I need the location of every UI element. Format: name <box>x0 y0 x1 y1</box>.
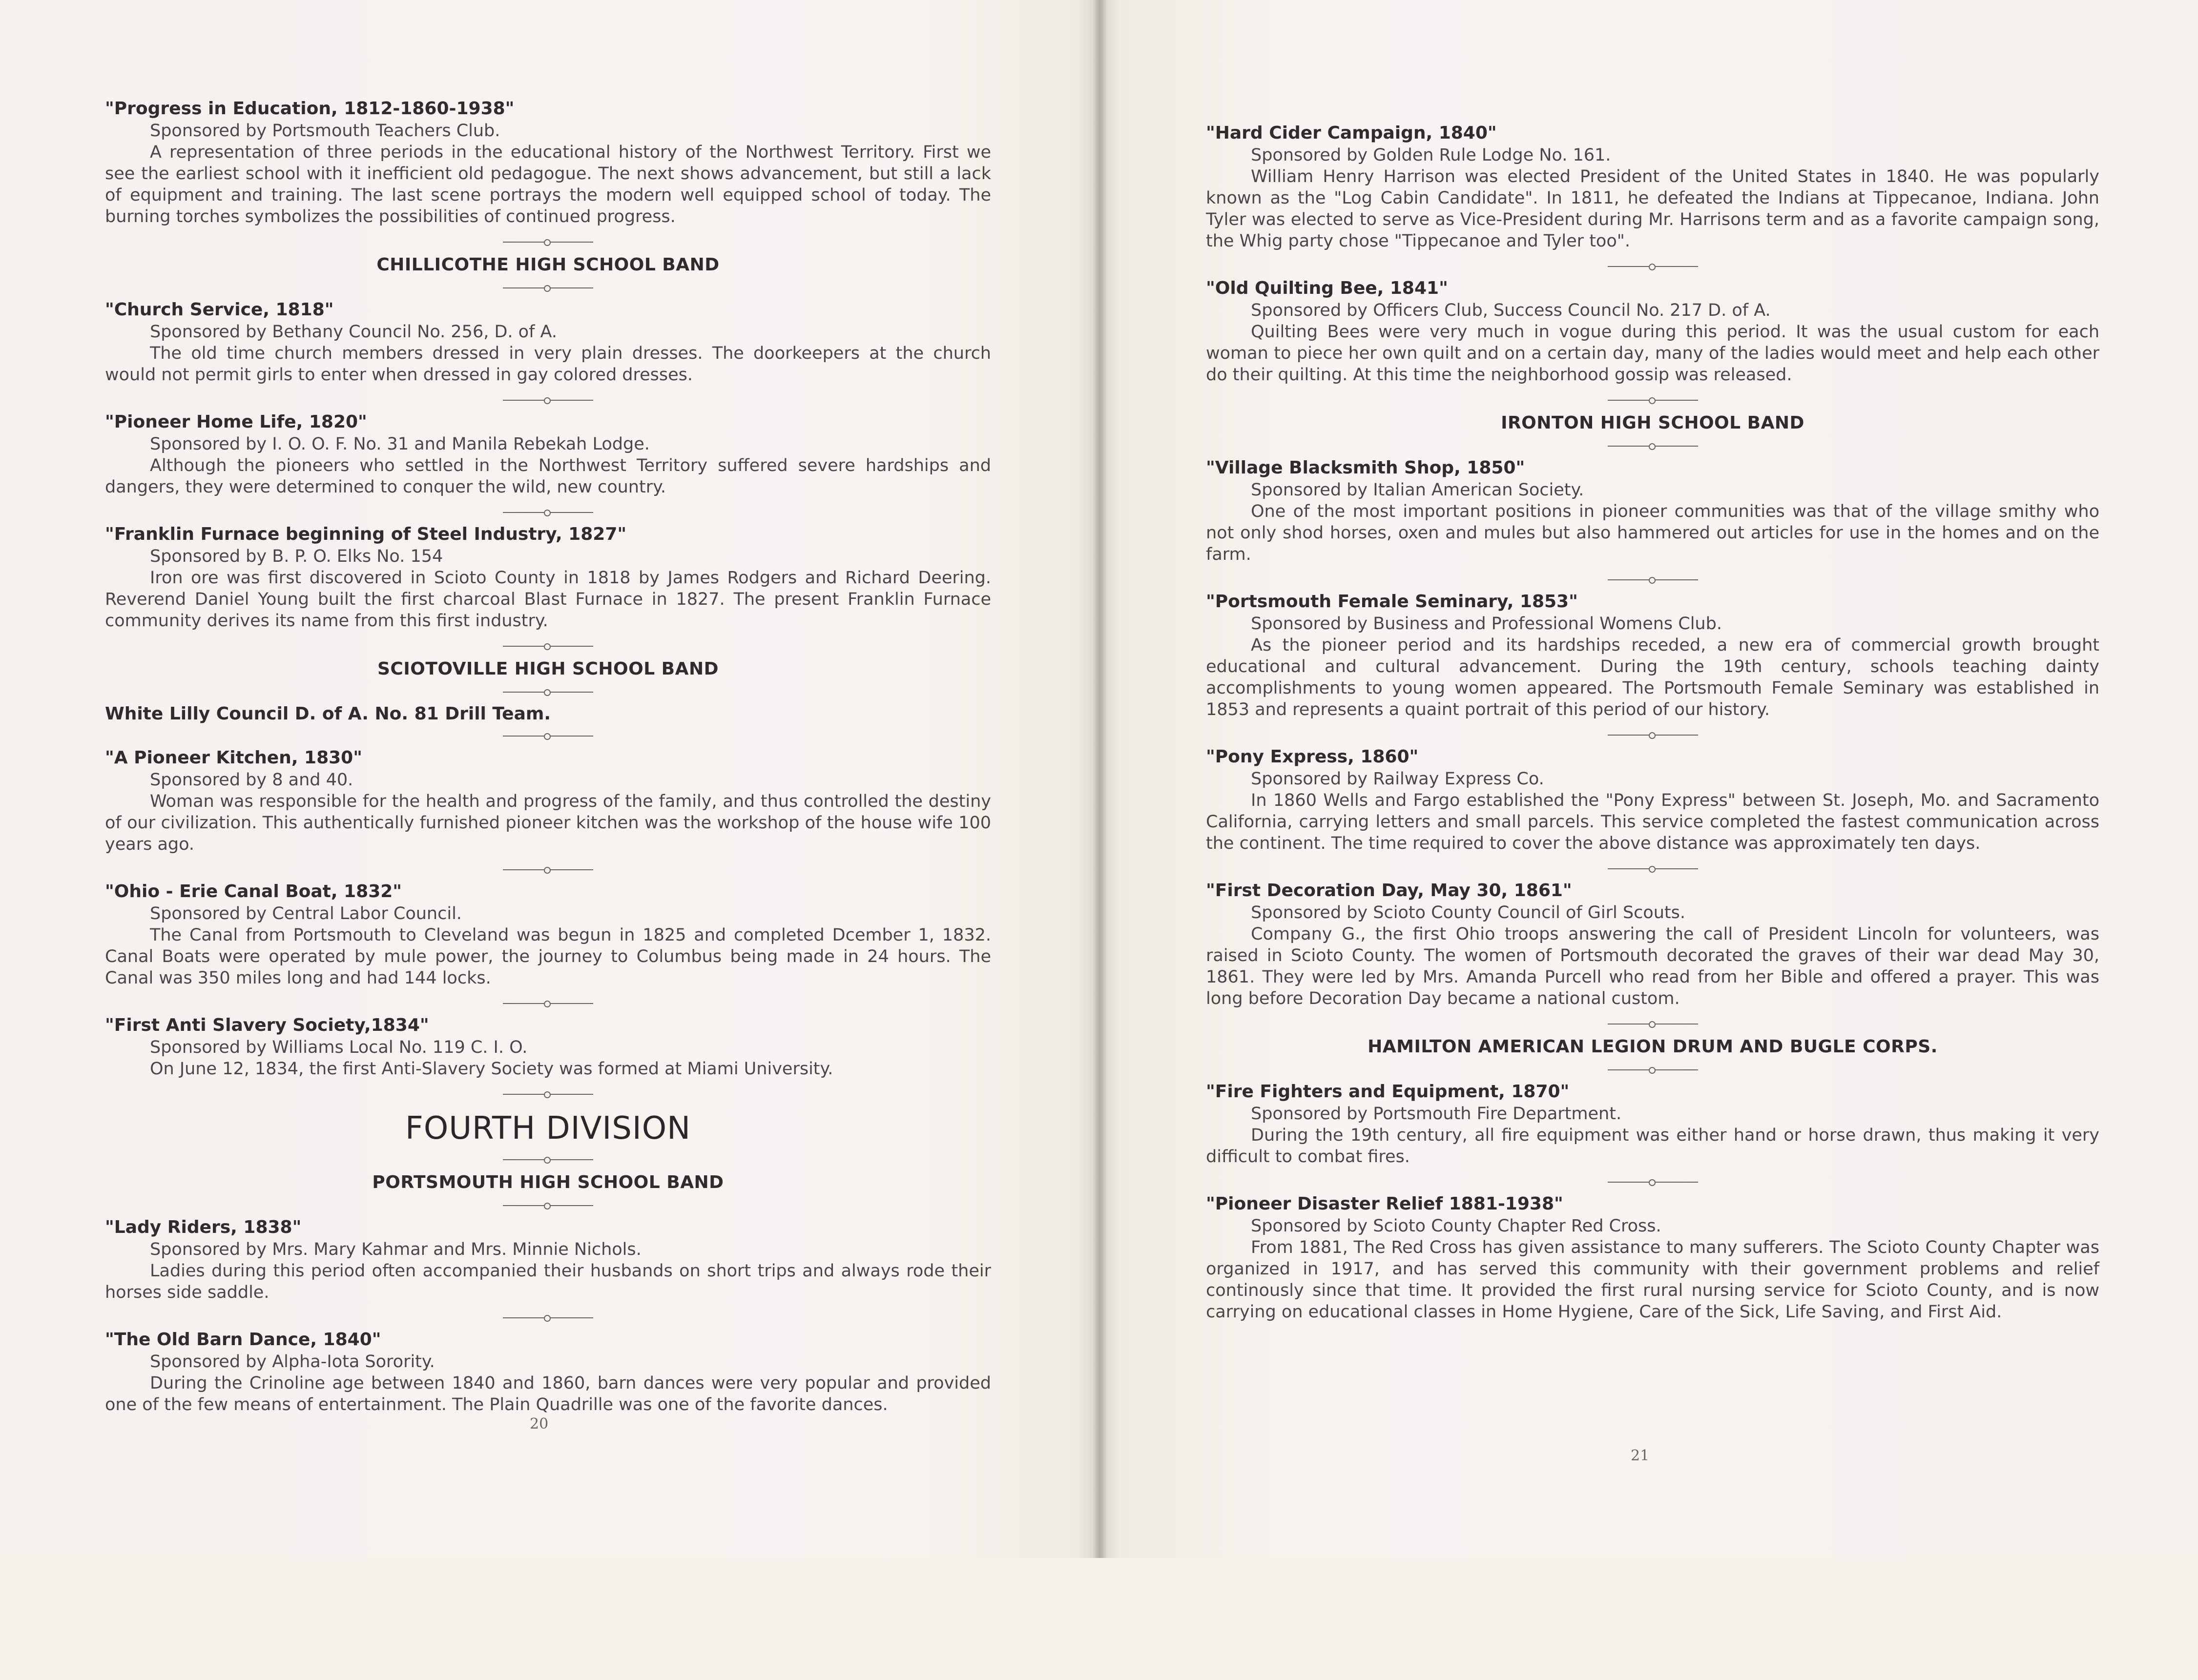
ornament-circle-icon <box>503 507 593 518</box>
left-page <box>105 0 991 1656</box>
ornament-divider <box>105 231 991 253</box>
ornament-divider <box>1206 389 2099 411</box>
entry-sponsor: Sponsored by Scioto County Chapter Red Cross. <box>1251 1216 1661 1236</box>
entry-description: Ladies during this period often accompanied their husbands on short trips and always rode their horses side saddle. <box>105 1261 991 1302</box>
ornament-divider <box>105 1084 991 1105</box>
ornament-circle-icon <box>1608 574 1698 585</box>
entry-title: "Church Service, 1818" <box>105 300 334 320</box>
division-heading: FOURTH DIVISION <box>405 1110 691 1147</box>
entry-title: "Pioneer Home Life, 1820" <box>105 412 367 432</box>
entry-sponsor: Sponsored by Business and Professional Womens Club. <box>1251 614 1722 634</box>
entry-sponsor: Sponsored by I. O. O. F. No. 31 and Manila Rebekah Lodge. <box>150 434 650 454</box>
ornament-circle-icon <box>1608 1177 1698 1188</box>
entry-title: "Pony Express, 1860" <box>1206 747 1419 767</box>
ornament-divider <box>1206 858 2099 880</box>
entry-title: "Fire Fighters and Equipment, 1870" <box>1206 1082 1570 1102</box>
parade-entry <box>105 98 991 227</box>
parade-entry <box>1206 1193 2099 1323</box>
page-gutter <box>1093 0 1107 1558</box>
parade-entry <box>1206 122 2099 252</box>
entry-description: The old time church members dressed in very plain dresses. The doorkeepers at the church would not permit girls to enter when dressed in gay colored dresses. <box>105 344 991 385</box>
entry-description: During the 19th century, all fire equipment was either hand or horse drawn, thus making it very difficult to combat fires. <box>1206 1126 2099 1167</box>
entry-sponsor: Sponsored by Scioto County Council of Girl Scouts. <box>1251 903 1685 922</box>
entry-sponsor: Sponsored by Italian American Society. <box>1251 480 1584 500</box>
entry-description: As the pioneer period and its hardships receded, a new era of commercial growth brought educational and cultural advancement. During the 19th century, schools teaching dainty accomplishments to young women appeared. The Portsmouth Female Seminary was established in 1853 and represents a quaint portrait of this period of our history. <box>1206 635 2099 719</box>
band-heading: HAMILTON AMERICAN LEGION DRUM AND BUGLE CORPS. <box>1368 1037 1938 1057</box>
parade-entry <box>105 1014 991 1080</box>
entry-title: "A Pioneer Kitchen, 1830" <box>105 748 362 768</box>
ornament-circle-icon <box>1608 1019 1698 1029</box>
ornament-circle-icon <box>503 731 593 741</box>
ornament-divider <box>105 1195 991 1216</box>
entry-sponsor: Sponsored by Central Labor Council. <box>150 904 462 923</box>
ornament-circle-icon <box>503 395 593 406</box>
entry-description: On June 12, 1834, the first Anti-Slavery Society was formed at Miami University. <box>150 1059 833 1079</box>
parade-entry <box>105 1216 991 1303</box>
band-heading: PORTSMOUTH HIGH SCHOOL BAND <box>372 1172 724 1192</box>
ornament-divider <box>105 1149 991 1170</box>
ornament-divider <box>105 725 991 747</box>
ornament-divider <box>1206 1013 2099 1035</box>
entry-description: Although the pioneers who settled in the Northwest Territory suffered severe hardships and dangers, they were determined to conquer the wild, new country. <box>105 456 991 497</box>
entry-description: A representation of three periods in the educational history of the Northwest Territory. First we see the earliest school with it inefficient old pedagogue. The next shows advancement, but still a lack of equipment and training. The last scene portrays the modern well equipped school of today. The burning torches symbolizes the possibilities of continued progress. <box>105 143 991 226</box>
entry-description: In 1860 Wells and Fargo established the "Pony Express" between St. Joseph, Mo. and Sacramento California, carrying letters and small parcels. This service completed the fastest communication across the continent. The time required to cover the above distance was approximately ten days. <box>1206 791 2099 853</box>
band-heading: SCIOTOVILLE HIGH SCHOOL BAND <box>377 659 719 679</box>
ornament-divider <box>105 502 991 523</box>
entry-sponsor: Sponsored by Mrs. Mary Kahmar and Mrs. Minnie Nichols. <box>150 1240 642 1259</box>
parade-entry <box>105 881 991 989</box>
ornament-divider <box>1206 256 2099 277</box>
ornament-circle-icon <box>503 864 593 875</box>
parade-entry <box>1206 457 2099 565</box>
entry-title: "Old Quilting Bee, 1841" <box>1206 278 1448 298</box>
ornament-divider <box>105 635 991 657</box>
entry-title: "Portsmouth Female Seminary, 1853" <box>1206 592 1578 612</box>
ornament-circle-icon <box>1608 863 1698 874</box>
entry-title: "Lady Riders, 1838" <box>105 1217 302 1237</box>
right-page <box>1206 0 2099 1680</box>
entry-description: Woman was responsible for the health and progress of the family, and thus controlled the destiny of our civilization. This authentically furnished pioneer kitchen was the workshop of the house wife 100 years ago. <box>105 792 991 854</box>
entry-sponsor: Sponsored by Portsmouth Teachers Club. <box>150 121 500 141</box>
band-heading: CHILLICOTHE HIGH SCHOOL BAND <box>376 255 720 275</box>
ornament-circle-icon <box>1608 1065 1698 1075</box>
ornament-divider <box>1206 1059 2099 1081</box>
entry-description: William Henry Harrison was elected President of the United States in 1840. He was popularly known as the "Log Cabin Candidate". In 1811, he defeated the Indians at Tippecanoe, Indiana. John Tyler was elected to serve as Vice-President during Mr. Harrisons term and as a favorite campaign song, the Whig party chose "Tippecanoe and Tyler too". <box>1206 167 2099 251</box>
ornament-circle-icon <box>503 998 593 1009</box>
entry-description: One of the most important positions in pioneer communities was that of the village smithy who not only shod horses, oxen and mules but also hammered out articles for use in the homes and on the farm. <box>1206 502 2099 564</box>
ornament-divider <box>1206 724 2099 746</box>
entry-sponsor: Sponsored by 8 and 40. <box>150 770 353 790</box>
entry-sponsor: Sponsored by Bethany Council No. 256, D. of A. <box>150 322 557 342</box>
entry-description: The Canal from Portsmouth to Cleveland was begun in 1825 and completed Dcember 1, 1832. Canal Boats were operated by mule power, the journey to Columbus being made in 24 hours. The Canal was 350 miles long and had 144 locks. <box>105 925 991 988</box>
entry-description: During the Crinoline age between 1840 and 1860, barn dances were very popular and provided one of the few means of entertainment. The Plain Quadrille was one of the favorite dances. <box>105 1373 991 1414</box>
parade-entry <box>105 523 991 632</box>
entry-description: From 1881, The Red Cross has given assistance to many sufferers. The Scioto County Chapter was organized in 1917, and has served this community with their government problems and relief continously since that time. It provided the first rural nursing service for Scioto County, and is now carrying on educational classes in Home Hygiene, Care of the Sick, Life Saving, and First Aid. <box>1206 1238 2099 1322</box>
entry-title: "Pioneer Disaster Relief 1881-1938" <box>1206 1194 1563 1214</box>
parade-entry <box>1206 277 2099 386</box>
ornament-divider <box>1206 569 2099 591</box>
ornament-circle-icon <box>503 1154 593 1165</box>
parade-entry <box>105 411 991 498</box>
ornament-circle-icon <box>1608 441 1698 451</box>
ornament-circle-icon <box>503 687 593 697</box>
page-number-right: 21 <box>1631 1447 1650 1464</box>
ornament-divider <box>105 993 991 1014</box>
ornament-divider <box>105 859 991 881</box>
ornament-circle-icon <box>503 1089 593 1100</box>
parade-entry <box>1206 591 2099 720</box>
ornament-circle-icon <box>1608 730 1698 740</box>
entry-title: "The Old Barn Dance, 1840" <box>105 1330 381 1350</box>
parade-entry <box>105 747 991 855</box>
entry-title: "Ohio - Erie Canal Boat, 1832" <box>105 881 402 901</box>
entry-sponsor: Sponsored by Portsmouth Fire Department. <box>1251 1104 1622 1124</box>
parade-entry <box>1206 746 2099 854</box>
parade-entry <box>105 299 991 386</box>
entry-description: Company G., the first Ohio troops answering the call of President Lincoln for volunteers, was raised in Scioto County. The women of Portsmouth decorated the graves of their war dead May 30, 1861. They were led by Mrs. Amanda Purcell who read from her Bible and offered a prayer. This was long before Decoration Day became a national custom. <box>1206 924 2099 1008</box>
entry-title: "Village Blacksmith Shop, 1850" <box>1206 458 1525 478</box>
ornament-divider <box>105 681 991 703</box>
ornament-circle-icon <box>503 1312 593 1323</box>
band-heading: IRONTON HIGH SCHOOL BAND <box>1501 413 1804 433</box>
entry-title: "First Decoration Day, May 30, 1861" <box>1206 881 1572 901</box>
entry-sponsor: Sponsored by Officers Club, Success Council No. 217 D. of A. <box>1251 301 1771 320</box>
entry-title: "First Anti Slavery Society,1834" <box>105 1015 429 1035</box>
ornament-circle-icon <box>1608 395 1698 406</box>
parade-entry <box>1206 1081 2099 1168</box>
entry-sponsor: Sponsored by Alpha-Iota Sorority. <box>150 1352 435 1372</box>
ornament-circle-icon <box>503 237 593 247</box>
parade-entry <box>105 1329 991 1415</box>
ornament-divider <box>1206 1171 2099 1193</box>
entry-sponsor: Sponsored by Golden Rule Lodge No. 161. <box>1251 145 1611 165</box>
ornament-divider <box>105 389 991 411</box>
ornament-circle-icon <box>503 283 593 293</box>
parade-entry <box>1206 880 2099 1009</box>
ornament-divider <box>105 1307 991 1329</box>
page-number-left: 20 <box>530 1415 549 1433</box>
ornament-circle-icon <box>503 1200 593 1211</box>
entry-description: Iron ore was first discovered in Scioto County in 1818 by James Rodgers and Richard Deering. Reverend Daniel Young built the first charcoal Blast Furnace in 1827. The present Franklin Furnace community derives its name from this first industry. <box>105 568 991 631</box>
entry-sponsor: Sponsored by Railway Express Co. <box>1251 769 1544 789</box>
ornament-circle-icon <box>503 641 593 652</box>
ornament-divider <box>105 277 991 299</box>
entry-title: "Franklin Furnace beginning of Steel Industry, 1827" <box>105 524 627 544</box>
entry-title: White Lilly Council D. of A. No. 81 Drill Team. <box>105 704 551 724</box>
ornament-divider <box>1206 435 2099 457</box>
entry-title: "Hard Cider Campaign, 1840" <box>1206 123 1497 143</box>
entry-sponsor: Sponsored by Williams Local No. 119 C. I. O. <box>150 1038 528 1057</box>
entry-sponsor: Sponsored by B. P. O. Elks No. 154 <box>150 547 443 566</box>
ornament-circle-icon <box>1608 261 1698 272</box>
entry-description: Quilting Bees were very much in vogue during this period. It was the usual custom for each woman to piece her own quilt and on a certain day, many of the ladies would meet and help each other do their quilting. At this time the neighborhood gossip was released. <box>1206 322 2099 385</box>
entry-title: "Progress in Education, 1812-1860-1938" <box>105 99 515 119</box>
